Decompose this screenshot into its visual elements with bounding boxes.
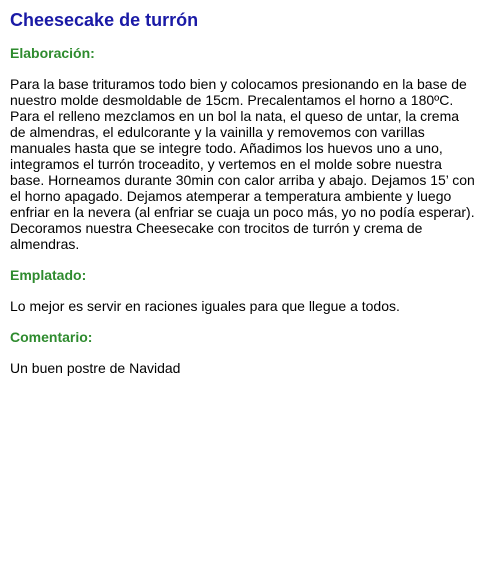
section-text-elaboracion: Para la base trituramos todo bien y colocamos presionando en la base de nuestro molde desmoldable de 15cm. Precalentamos el horno a 180ºC. Para el relleno mezclamos en un bol la nata, el queso de untar, la crema de almendras, el edulcorante y la vainilla y removemos con varillas manuales hasta que se integre todo. Añadimos los huevos uno a uno, integramos el turrón troceadito, y vertemos en el molde sobre nuestra base. Horneamos durante 30min con calor arriba y abajo. Dejamos 15’ con el horno apagado. Dejamos atemperar a temperatura ambiente y luego enfriar en la nevera (al enfriar se cuaja un poco más, yo no podía esperar). Decoramos nuestra Cheesecake con trocitos de turrón y crema de almendras. xyxy=(10,76,475,252)
recipe-title: Cheesecake de turrón xyxy=(10,10,199,30)
section-text-comentario: Un buen postre de Navidad xyxy=(10,360,181,376)
section-heading-elaboracion: Elaboración: xyxy=(10,45,95,61)
section-heading-emplatado: Emplatado: xyxy=(10,267,87,283)
section-heading-comentario: Comentario: xyxy=(10,329,93,345)
section-text-emplatado: Lo mejor es servir en raciones iguales para que llegue a todos. xyxy=(10,298,400,314)
